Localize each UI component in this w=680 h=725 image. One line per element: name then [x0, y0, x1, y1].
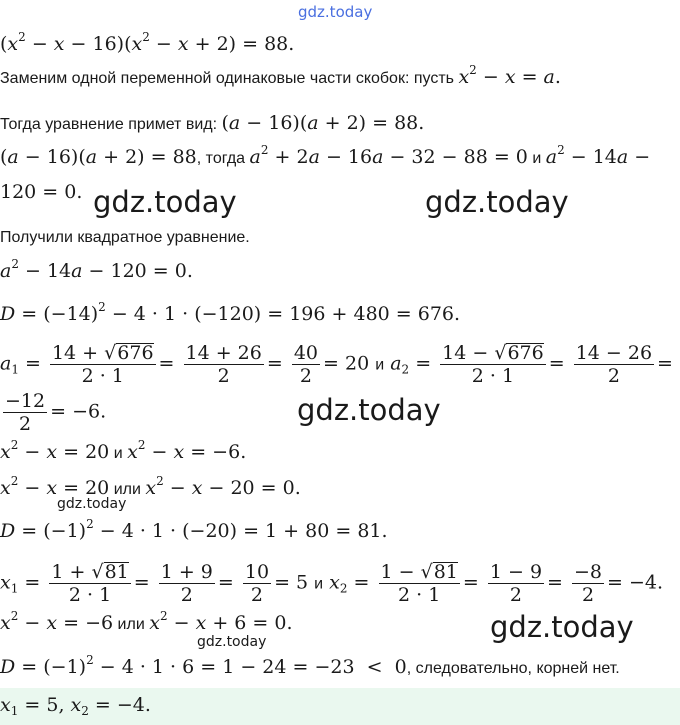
then-text: , тогда	[196, 150, 246, 167]
and-text-2: и	[375, 356, 385, 374]
equation-original: $(x^2 - x - 16)(x^2 - x + 2) = 88$.	[0, 30, 295, 55]
substitution-text: Заменим одной переменной одинаковые части скобок: пусть	[0, 70, 454, 87]
roots-x-line: $x_1$ = $\frac{1 + √81}{2 \cdot 1}$ = $\frac{1 + 9}{2}$ = $\frac{10}{2}$ = 5 и $x_2$ = $\frac{1 - √81}{2 \cdot 1}$ = $\frac{1 - 9}{2}$ = $\frac{-8}{2}$ = −4.	[0, 561, 664, 606]
back-substitution: $x^2 - x = 20$ и $x^2 - x = -6$.	[0, 438, 247, 463]
expansion-end: 120 = 0.	[0, 181, 83, 203]
new-equation-line	[0, 112, 424, 134]
watermark-big-1: gdz.today	[93, 185, 237, 219]
case-two-line: $x^2 - x = -6$ или $x^2 - x + 6 = 0$.	[0, 609, 293, 634]
substitution-math: $x^2 - x = a$.	[458, 63, 561, 88]
and-text-3: и	[113, 445, 123, 462]
discriminant-2: $D = (-1)^2 - 4 \cdot 1 \cdot (-20) = 1 + 80 = 81$.	[0, 517, 388, 542]
case-one-line: $x^2 - x = 20$ или $x^2 - x - 20 = 0$.	[0, 474, 301, 499]
quadratic-equation: $a^2 - 14a - 120 = 0$.	[0, 257, 193, 282]
expansion-line: (a − 16)(a + 2) = 88, тогда $a^2 + 2a - 16a - 32 - 88 = 0$ и $a^2 - 14a$ −	[0, 143, 651, 168]
watermark-big-2: gdz.today	[425, 185, 569, 219]
new-equation-math: (a − 16)(a + 2) = 88.	[221, 112, 425, 134]
discriminant-3: $D = (-1)^2 - 4 \cdot 1 \cdot 6 = 1 - 24 = -23 < 0$, следовательно, корней нет.	[0, 653, 620, 678]
watermark-top: gdz.today	[298, 3, 373, 21]
watermark-small-1: gdz.today	[57, 496, 127, 512]
answer-text: $x_1 = 5$, $x_2 = -4$.	[0, 694, 151, 718]
answer-box	[0, 688, 680, 725]
substitution-line	[0, 63, 561, 88]
new-equation-text: Тогда уравнение примет вид:	[0, 116, 218, 133]
watermark-big-3: gdz.today	[297, 393, 441, 427]
and-text-1: и	[532, 150, 542, 167]
watermark-small-2: gdz.today	[197, 634, 267, 650]
no-roots-text: , следовательно, корней нет.	[406, 660, 620, 677]
or-text-1: или	[113, 481, 141, 498]
or-text-2: или	[117, 616, 145, 633]
and-text-4: и	[314, 575, 324, 593]
quadratic-note: Получили квадратное уравнение.	[0, 229, 250, 246]
roots-a-line: $a_1$ = $\frac{14 + √676}{2 \cdot 1}$ = $\frac{14 + 26}{2}$ = $\frac{40}{2}$ = 20 и $a_2$ = $\frac{14 - √676}{2 \cdot 1}$ = $\frac{14 - 26}{2}$ =	[0, 342, 673, 387]
roots-a-end: $\frac{-12}{2}$ = −6.	[5, 390, 107, 435]
discriminant-1: $D = (-14)^2 - 4 \cdot 1 \cdot (-120) = 196 + 480 = 676$.	[0, 300, 461, 325]
watermark-big-4: gdz.today	[490, 610, 634, 644]
